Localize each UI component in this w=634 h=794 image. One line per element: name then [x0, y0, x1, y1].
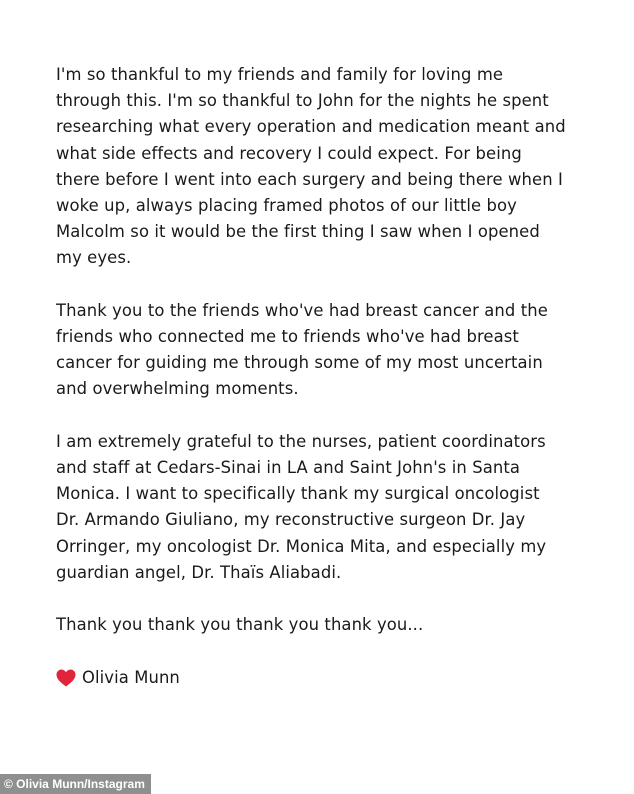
paragraph-medical-staff: I am extremely grateful to the nurses, patient coordinators and staff at Cedars-Sinai in LA and Saint John's in Santa Monica. I want to specifically thank my surgical oncologist Dr. Armando Giuliano, my reconstructive surgeon Dr. Jay Orringer, my oncologist Dr. Monica Mita, and especially my guardian angel, Dr. Thaïs Aliabadi. [56, 431, 547, 582]
paragraph-breast-cancer-friends: Thank you to the friends who've had breast cancer and the friends who connected me to friends who've had breast cancer for guiding me through some of my most uncertain and overwhelming moments. [56, 300, 548, 399]
signature [56, 665, 616, 691]
paragraph-thank-you: Thank you thank you thank you thank you... [56, 615, 424, 635]
letter [56, 62, 616, 691]
heart-icon [56, 669, 76, 687]
photo-credit: © Olivia Munn/Instagram [0, 774, 151, 794]
signature-name: Olivia Munn [82, 667, 180, 687]
paragraph-gratitude-family: I'm so thankful to my friends and family for loving me through this. I'm so thankful to John for the nights he spent researching what every operation and medication meant and what side effects and recovery I could expect. For being there before I went into each surgery and being there when I woke up, always placing framed photos of our little boy Malcolm so it would be the first thing I saw when I opened my eyes. [56, 65, 566, 268]
